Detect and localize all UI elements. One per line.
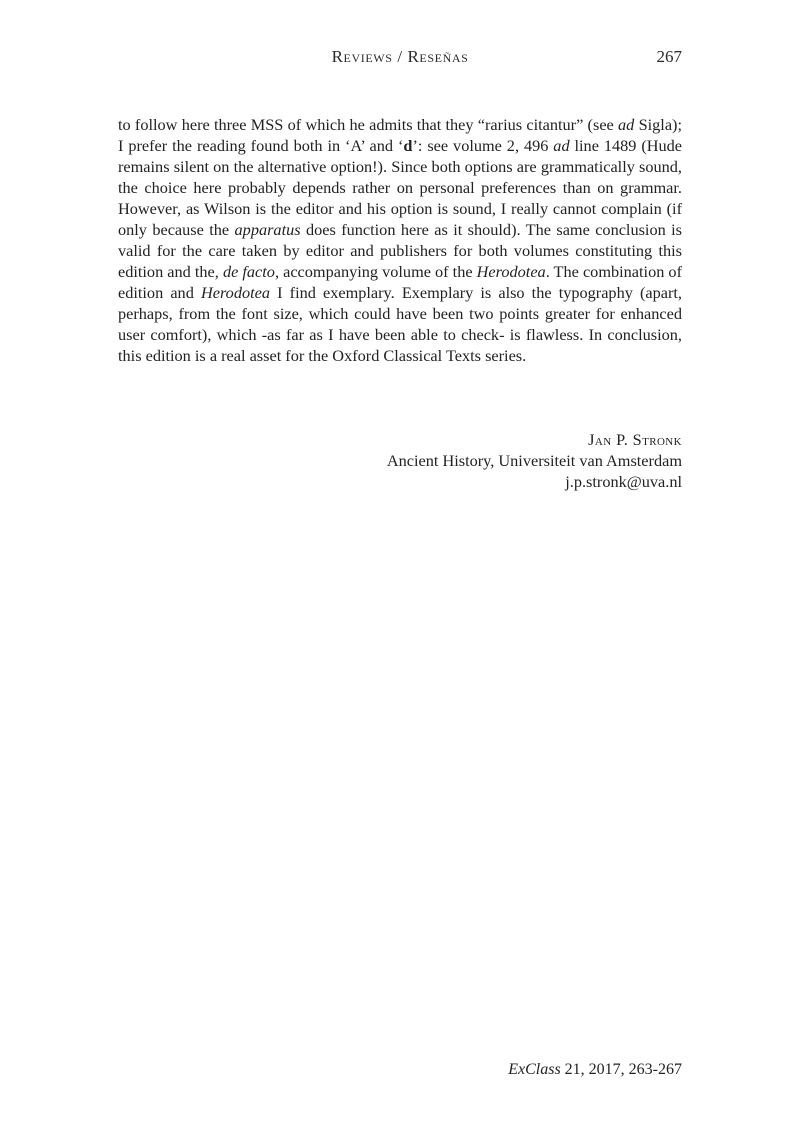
text-run-italic: de facto xyxy=(222,262,275,281)
text-run: to follow here three MSS of which he admits that they “rarius citantur” (see xyxy=(118,115,619,134)
text-run-italic: ad xyxy=(618,115,635,134)
author-affiliation: Ancient History, Universiteit van Amsterdam xyxy=(386,451,682,470)
text-run: . The combination of edition and xyxy=(118,262,682,302)
journal-citation xyxy=(118,1061,682,1079)
text-run-italic: apparatus xyxy=(234,220,301,239)
text-run: line 1489 (Hude remains silent on the alternative option!). Since both options are grammatically sound, the choice here probably depends rather on personal preferences than on grammar. However, as Wilson is the editor and his option is sound, I really cannot complain (if only because the xyxy=(118,136,683,239)
text-run-italic: Herodotea xyxy=(200,283,270,302)
running-header xyxy=(118,47,682,69)
text-run: does function here as it should). The same conclusion is valid for the care taken by editor and publishers for both volumes constituting this edition and the, xyxy=(118,220,682,281)
journal-name: ExClass xyxy=(508,1061,561,1078)
author-email: j.p.stronk@uva.nl xyxy=(565,472,682,491)
page-number: 267 xyxy=(656,47,682,66)
text-run-italic: Herodotea xyxy=(476,262,546,281)
text-run: , accompanying volume of the xyxy=(274,262,477,281)
author-name: Jan P. Stronk xyxy=(588,430,682,449)
text-run: I find exemplary. Exemplary is also the typography (apart, perhaps, from the font size, which could have been two points greater for enhanced user comfort), which -as far as I have been able to check- is flawless. In conclusion, this edition is a real asset for the Oxford Classical Texts series. xyxy=(118,283,682,365)
signature-block xyxy=(118,429,682,492)
running-head-title: Reviews / Reseñas xyxy=(331,47,469,66)
text-run: Sigla); I prefer the reading found both in ‘A’ and ‘ xyxy=(118,115,682,155)
text-run-bold: d xyxy=(403,136,413,155)
review-body-paragraph xyxy=(118,114,682,366)
citation-details: 21, 2017, 263-267 xyxy=(560,1061,682,1078)
text-run-italic: ad xyxy=(553,136,570,155)
text-run: ’: see volume 2, 496 xyxy=(412,136,554,155)
